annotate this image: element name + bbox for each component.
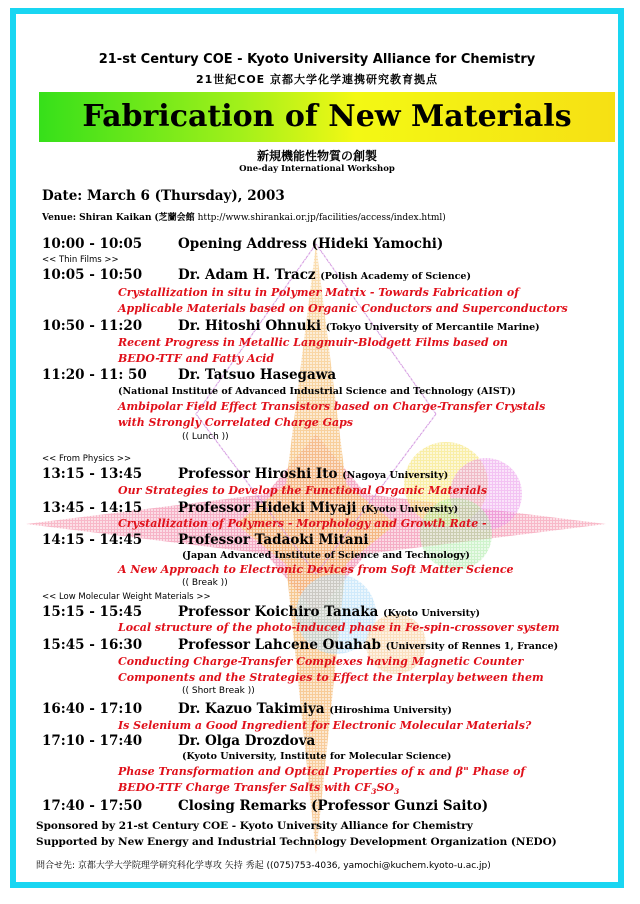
talk6-title-1: A New Approach to Electronic Devices from Soft Matter Science: [118, 563, 514, 576]
talk5-speaker: [178, 500, 458, 516]
section-physics: << From Physics >>: [42, 454, 132, 464]
talk9-speaker-name: Dr. Kazuo Takimiya: [178, 701, 325, 717]
talk9-speaker: [178, 701, 452, 717]
talk2-title-1: Recent Progress in Metallic Langmuir-Blodgett Films based on: [118, 336, 508, 349]
talk10-title-2b: 3: [371, 787, 377, 797]
closing-time: 17:40 - 17:50: [42, 798, 143, 814]
header-line-1: 21-st Century COE - Kyoto University Alliance for Chemistry: [98, 52, 536, 67]
talk10-title-2d: 3: [393, 787, 400, 797]
talk6-time: 14:15 - 14:45: [42, 532, 143, 548]
talk10-title-1b: κ and β" Phase of: [417, 765, 526, 778]
talk1-time: 10:05 - 10:50: [42, 267, 143, 283]
talk3-speaker: Dr. Tatsuo Hasegawa: [178, 367, 337, 383]
talk1-title-1: Crystallization in situ in Polymer Matrix - Towards Fabrication of: [118, 286, 519, 299]
talk8-speaker-name: Professor Lahcene Ouahab: [178, 637, 381, 653]
poster: [10, 8, 624, 888]
talk9-time: 16:40 - 17:10: [42, 701, 143, 717]
title-banner: [39, 92, 615, 142]
talk10-title-1: [118, 765, 525, 778]
talk8-affiliation: (University of Rennes 1, France): [385, 641, 559, 652]
talk2-title-2: BEDO-TTF and Fatty Acid: [118, 352, 275, 365]
talk5-affiliation: (Kyoto University): [361, 504, 459, 515]
talk8-title-1: Conducting Charge-Transfer Complexes having Magnetic Counter: [118, 655, 524, 668]
talk9-title-1: Is Selenium a Good Ingredient for Electronic Molecular Materials?: [118, 719, 532, 732]
section-thin-films: << Thin Films >>: [42, 255, 119, 265]
talk10-speaker: Dr. Olga Drozdova: [178, 733, 316, 749]
talk5-title-1: Crystallization of Polymers - Morphology and Growth Rate -: [118, 517, 487, 530]
talk1-speaker-name: Dr. Adam H. Tracz: [178, 267, 316, 283]
talk10-title-2: [118, 781, 399, 796]
talk2-speaker: [178, 318, 540, 334]
lunch-break: (( Lunch )): [182, 432, 229, 442]
opening-time: 10:00 - 10:05: [42, 236, 143, 252]
talk3-title-1: Ambipolar Field Effect Transistors based on Charge-Transfer Crystals: [118, 400, 546, 413]
header-line-2: 21世紀COE 京都大学化学連携研究教育拠点: [195, 73, 439, 86]
talk10-title-2c: SO: [376, 781, 394, 794]
talk7-time: 15:15 - 15:45: [42, 604, 143, 620]
talk1-speaker: [178, 267, 471, 283]
talk4-affiliation: (Nagoya University): [342, 470, 449, 481]
talk7-affiliation: (Kyoto University): [383, 608, 481, 619]
talk2-affiliation: (Tokyo University of Mercantile Marine): [325, 322, 540, 333]
short-break: (( Short Break )): [182, 686, 255, 696]
talk7-speaker: [178, 604, 480, 620]
contact-info: 問合せ先: 京都大学大学院理学研究科化学専攻 矢持 秀起 ((075)753-4036, yamochi@kuchem.kyoto-u.ac.jp): [36, 861, 491, 871]
sponsor-line: Sponsored by 21-st Century COE - Kyoto University Alliance for Chemistry: [36, 820, 473, 832]
closing-title: Closing Remarks (Professor Gunzi Saito): [178, 798, 489, 814]
event-date: Date: March 6 (Thursday), 2003: [42, 188, 285, 204]
talk3-title-2: with Strongly Correlated Charge Gaps: [118, 416, 353, 429]
venue-url[interactable]: http://www.shirankai.or.jp/facilities/access/index.html): [197, 213, 446, 223]
venue: [42, 210, 446, 223]
talk9-affiliation: (Hiroshima University): [329, 705, 452, 716]
talk8-title-2: Components and the Strategies to Effect the Interplay between them: [118, 671, 544, 684]
talk8-speaker: [178, 637, 558, 653]
talk7-speaker-name: Professor Koichiro Tanaka: [178, 604, 379, 620]
main-title: Fabrication of New Materials: [82, 99, 572, 134]
opening-title: Opening Address (Hideki Yamochi): [178, 236, 444, 252]
talk10-title-2a: BEDO-TTF Charge Transfer Salts with CF: [118, 781, 372, 794]
talk10-title-1a: Phase Transformation and Optical Properties of: [118, 765, 414, 778]
talk4-speaker-name: Professor Hiroshi Ito: [178, 466, 338, 482]
talk4-speaker: [178, 466, 448, 482]
talk6-affiliation: (Japan Advanced Institute of Science and Technology): [182, 550, 470, 561]
venue-label: Venue: Shiran Kaikan: [42, 213, 152, 223]
subtitle-jp: 新規機能性物質の創製: [256, 149, 377, 163]
talk1-title-2: Applicable Materials based on Organic Conductors and Superconductors: [118, 302, 568, 315]
subtitle-en: One-day International Workshop: [239, 164, 395, 174]
afternoon-break: (( Break )): [182, 578, 228, 588]
talk2-speaker-name: Dr. Hitoshi Ohnuki: [178, 318, 322, 334]
talk5-speaker-name: Professor Hideki Miyaji: [178, 500, 357, 516]
talk5-time: 13:45 - 14:15: [42, 500, 143, 516]
talk10-affiliation: (Kyoto University, Institute for Molecular Science): [182, 751, 452, 762]
talk4-time: 13:15 - 13:45: [42, 466, 143, 482]
section-low-molecular: << Low Molecular Weight Materials >>: [42, 592, 211, 602]
poster-content: [16, 14, 618, 882]
talk10-time: 17:10 - 17:40: [42, 733, 143, 749]
talk2-time: 10:50 - 11:20: [42, 318, 143, 334]
venue-name-jp: (芝蘭会館: [154, 213, 195, 223]
talk4-title-1: Our Strategies to Develop the Functional Organic Materials: [118, 484, 488, 497]
talk1-affiliation: (Polish Academy of Science): [320, 271, 471, 282]
talk6-speaker: Professor Tadaoki Mitani: [178, 532, 369, 548]
talk7-title-1: Local structure of the photo-induced phase in Fe-spin-crossover system: [118, 621, 560, 634]
talk8-time: 15:45 - 16:30: [42, 637, 143, 653]
talk3-time: 11:20 - 11: 50: [42, 367, 147, 383]
support-line: Supported by New Energy and Industrial Technology Development Organization (NEDO): [36, 836, 557, 848]
talk3-affiliation: (National Institute of Advanced Industrial Science and Technology (AIST)): [118, 386, 516, 397]
